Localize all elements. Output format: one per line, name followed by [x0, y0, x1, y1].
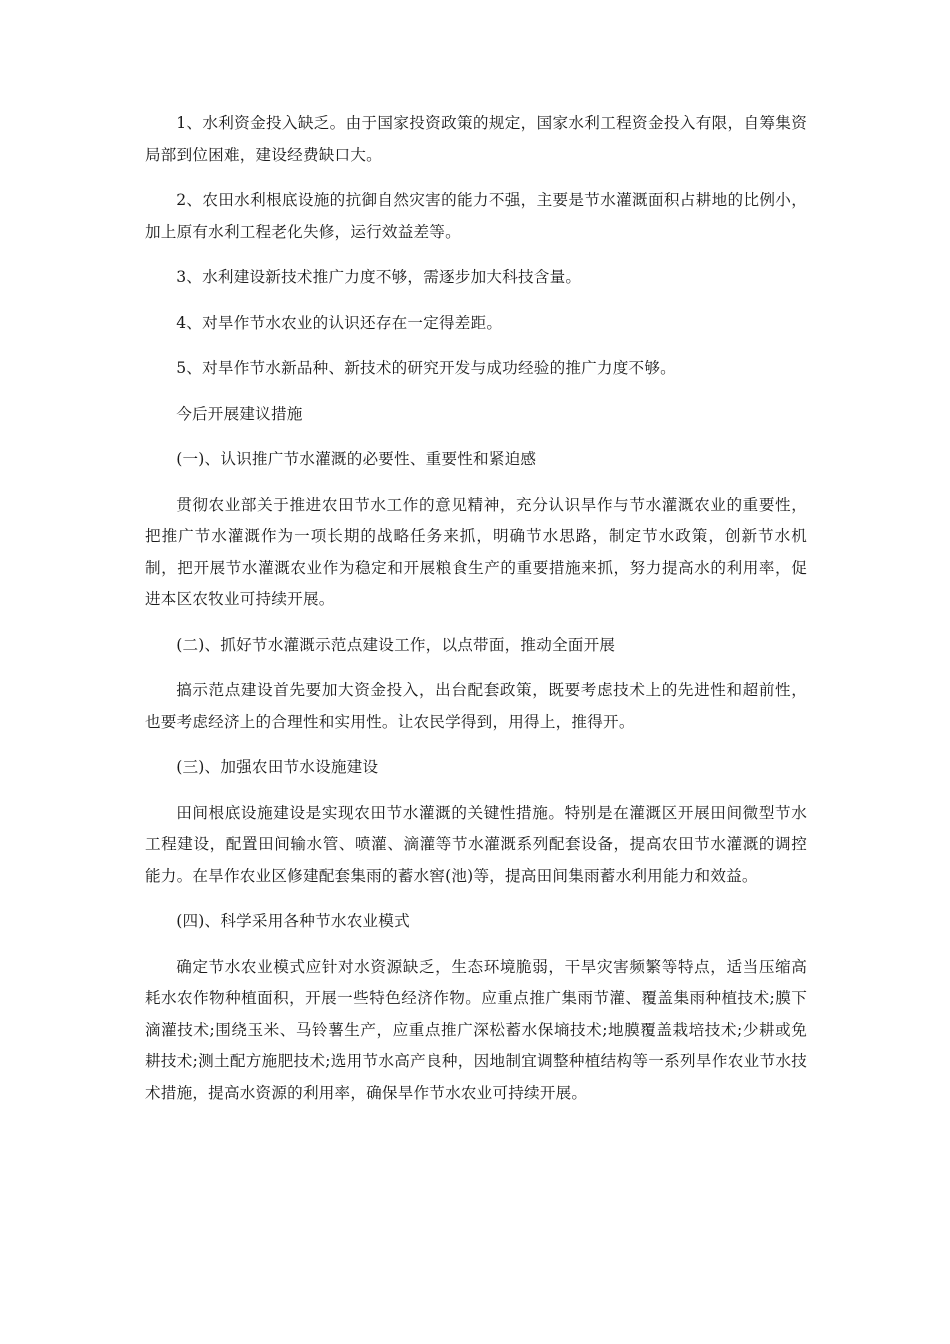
subheading-4: (四)、科学采用各种节水农业模式 — [176, 912, 410, 930]
paragraph-issue-4: 4、对旱作节水农业的认识还存在一定得差距。 — [176, 313, 503, 332]
document-body — [145, 108, 807, 1123]
section-heading-measures: 今后开展建议措施 — [176, 404, 303, 423]
paragraph-issue-2: 2、农田水利根底设施的抗御自然灾害的能力不强，主要是节水灌溉面积占耕地的比例小，加上原有水利工程老化失修，运行效益差等。 — [145, 191, 807, 241]
paragraph-measure-4: 确定节水农业模式应针对水资源缺乏，生态环境脆弱，干旱灾害频繁等特点，适当压缩高耗水农作物种植面积，开展一些特色经济作物。应重点推广集雨节灌、覆盖集雨种植技术;膜下滴灌技术;围绕玉米、马铃薯生产，应重点推广深松蓄水保墒技术;地膜覆盖栽培技术;少耕或免耕技术;测土配方施肥技术;选用节水高产良种，因地制宜调整种植结构等一系列旱作农业节水技术措施，提高水资源的利用率，确保旱作节水农业可持续开展。 — [145, 957, 807, 1102]
paragraph-issue-1: 1、水利资金投入缺乏。由于国家投资政策的规定，国家水利工程资金投入有限，自筹集资局部到位困难，建设经费缺口大。 — [145, 114, 807, 164]
subheading-2: (二)、抓好节水灌溉示范点建设工作，以点带面，推动全面开展 — [176, 635, 616, 654]
subheading-3: (三)、加强农田节水设施建设 — [176, 758, 379, 776]
paragraph-issue-5: 5、对旱作节水新品种、新技术的研究开发与成功经验的推广力度不够。 — [176, 359, 676, 377]
paragraph-measure-2: 搞示范点建设首先要加大资金投入，出台配套政策，既要考虑技术上的先进性和超前性，也要考虑经济上的合理性和实用性。让农民学得到，用得上，推得开。 — [145, 681, 807, 731]
paragraph-measure-3: 田间根底设施建设是实现农田节水灌溉的关键性措施。特别是在灌溉区开展田间微型节水工程建设，配置田间输水管、喷灌、滴灌等节水灌溉系列配套设备，提高农田节水灌溉的调控能力。在旱作农业区修建配套集雨的蓄水窖(池)等，提高田间集雨蓄水利用能力和效益。 — [145, 803, 807, 885]
paragraph-issue-3: 3、水利建设新技术推广力度不够，需逐步加大科技含量。 — [176, 268, 582, 286]
subheading-1: (一)、认识推广节水灌溉的必要性、重要性和紧迫感 — [176, 450, 537, 468]
paragraph-measure-1: 贯彻农业部关于推进农田节水工作的意见精神，充分认识旱作与节水灌溉农业的重要性，把推广节水灌溉作为一项长期的战略任务来抓，明确节水思路，制定节水政策，创新节水机制，把开展节水灌溉农业作为稳定和开展粮食生产的重要措施来抓，努力提高水的利用率，促进本区农牧业可持续开展。 — [145, 495, 807, 608]
